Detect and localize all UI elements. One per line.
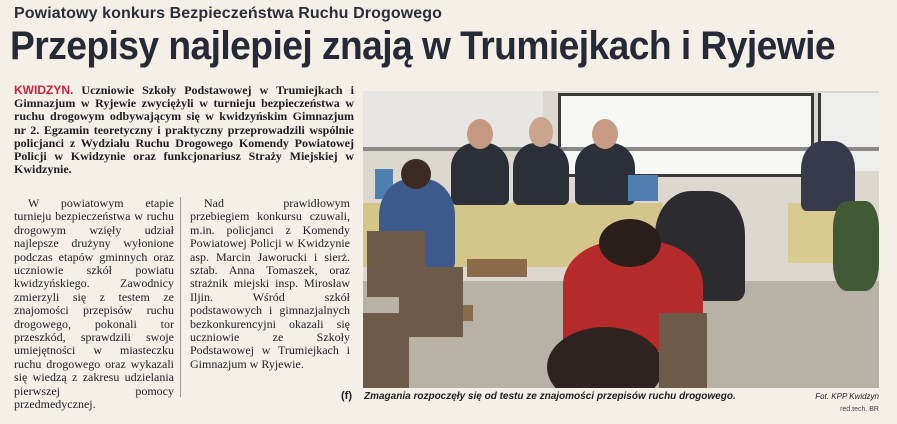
body-column-2: Nad prawidłowym przebiegiem konkursu czuwali, m.in. policjanci z Komendy Powiatowej Policji w Kwidzynie asp. Marcin Jaworucki i sierż. sztab. Anna Tomaszek, oraz strażnik miejski insp. Mirosław Iljin. Wśród szkół podstawowych i gimnazjalnych bezkonkurencyjni okazali się uczniowie ze Szkoły Podstawowej w Trumiejkach i Gimnazjum w Ryjewie. [190, 196, 350, 371]
photo-officer-3-head [592, 119, 618, 149]
location-tag: KWIDZYN. [14, 83, 74, 97]
body-column-1: W powiatowym etapie turnieju bezpieczeństwa w ruchu drogowym wzięły udział najlepsze drużyny wyłonione podczas etapów gminnych oraz uczniowie szkół powiatu kwidzyńskiego. Zawodnicy zmierzyli się z testem ze znajomości przepisów ruchu drogowego, pokonali tor przeszkód, sprawdzili swoje umiejętności w miasteczku ruchu drogowego oraz wykazali się wiedzą z zakresu udzielania pierwszej pomocy przedmedycznej. [14, 196, 174, 412]
kicker: Powiatowy konkurs Bezpieczeństwa Ruchu Drogowego [14, 5, 442, 22]
column-divider [180, 197, 181, 397]
photo-window-blind [363, 91, 543, 149]
photo-desk-1 [467, 259, 527, 277]
photo-bottles [628, 175, 658, 201]
photo-officer-3 [575, 143, 635, 205]
photo-officer-1 [451, 143, 509, 205]
photo-officer-2 [513, 143, 569, 205]
photo-officer-2-head [529, 117, 553, 147]
headline: Przepisy najlepiej znają w Trumiejkach i Ryjewie [10, 24, 836, 68]
photo-chair-4 [659, 313, 707, 388]
lead-paragraph [14, 84, 354, 176]
photo-credit: Fot. KPP Kwidzyn [815, 392, 879, 401]
photo-chair-3 [363, 313, 409, 388]
photo-officer-1-head [467, 119, 493, 149]
photo-plant [833, 201, 879, 291]
photo-student-red-head [599, 219, 661, 267]
photo-caption: Zmagania rozpoczęły się od testu ze znajomości przepisów ruchu drogowego. [364, 391, 736, 402]
lead-text: Uczniowie Szkoły Podstawowej w Trumiejkach i Gimnazjum w Ryjewie zwyciężyli w turnieju bezpieczeństwa w ruchu drogowym odbywającym się w kwidzyńskim Gimnazjum nr 2. Egzamin teoretyczny i praktyczny przeprowadzili wspólnie policjanci z Wydziału Ruchu Drogowego Komendy Powiatowej Policji w Kwidzynie oraz funkcjonariusz Straży Miejskiej w Kwidzynie. [14, 83, 354, 177]
editorial-note: red.tech. BR [840, 406, 879, 413]
photo-marker: (f) [341, 390, 352, 402]
article-photo [363, 91, 879, 388]
photo-student-blue-head [401, 159, 431, 189]
